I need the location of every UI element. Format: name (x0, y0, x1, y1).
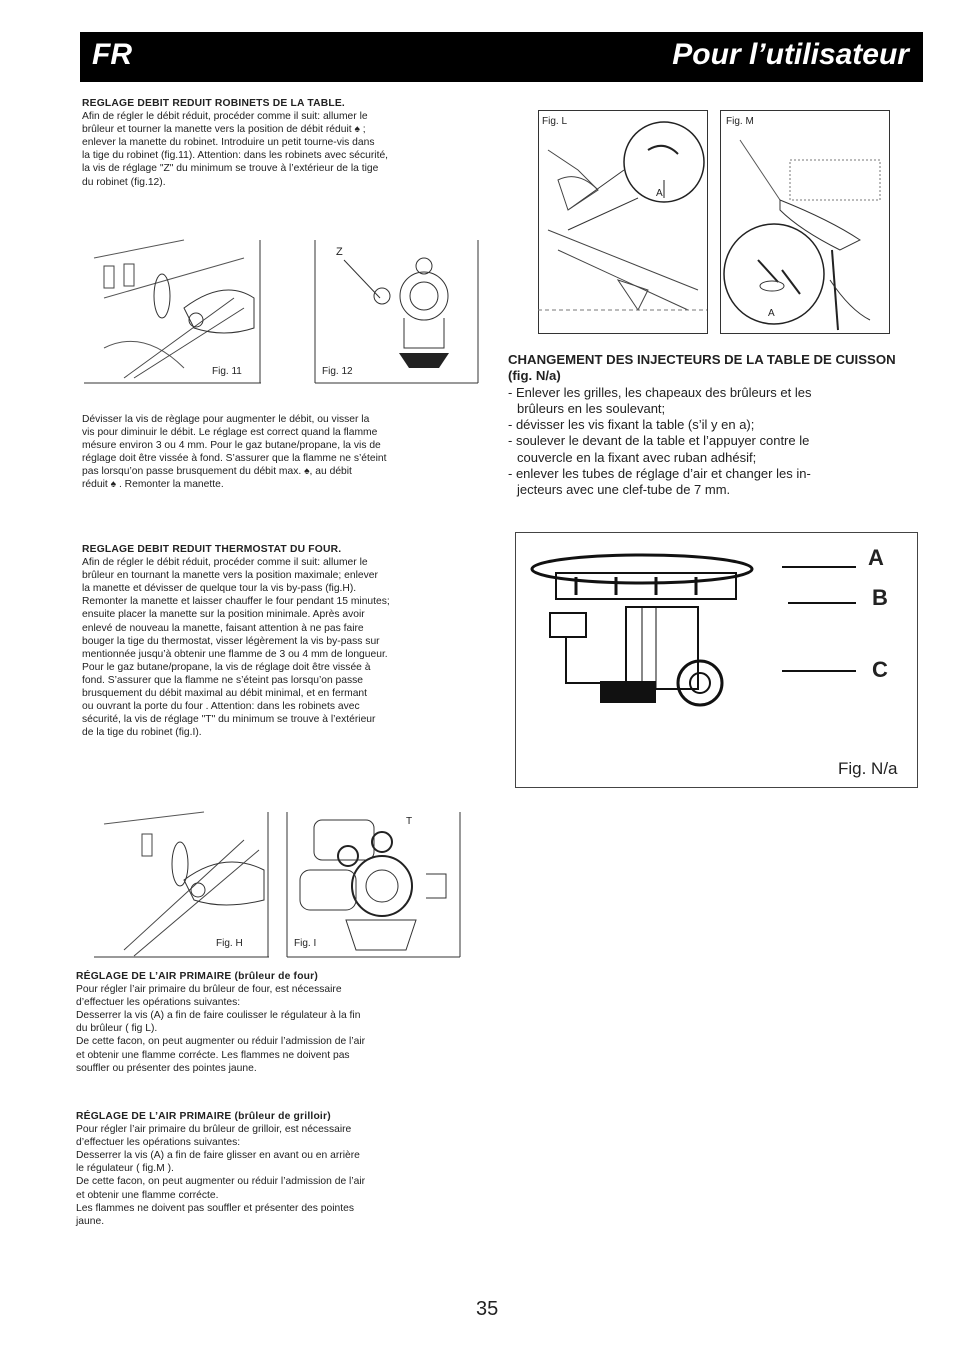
text-line: jaune. (76, 1215, 105, 1227)
section-injectors (508, 352, 900, 499)
text-line: jecteurs avec une clef-tube de 7 mm. (517, 482, 731, 498)
text-line: brûleur et tourner la manette vers la position de débit réduit ♠ ; (82, 124, 366, 136)
screw-marker-z: Z (336, 246, 343, 258)
text-line: et obtenir une flamme corrécte. Les flammes ne doivent pas (76, 1049, 350, 1061)
text-line: Dévisser la vis de règlage pour augmenter le débit, ou visser la (82, 414, 370, 425)
figure-12 (314, 238, 480, 384)
text-line: brusquement du débit maximal au débit minimal, et en fermant (82, 688, 368, 700)
figure-label: Fig. N/a (838, 759, 898, 778)
text-line: Afin de régler le débit réduit, procéder comme il suit: allumer le (82, 111, 368, 123)
figure-label: Fig. L (542, 116, 568, 127)
section-primary-air-grill (76, 1110, 468, 1228)
figure-i (286, 810, 462, 958)
text-line: Pour le gaz butane/propane, la vis de réglage doit être vissée à (82, 661, 371, 673)
screw-marker-a: A (768, 308, 775, 319)
part-label-c: C (872, 657, 888, 682)
figure-m (720, 110, 890, 334)
text-line: enlevé de nouveau la manette, faisant attention à ne pas faire (82, 622, 364, 634)
text-line: Remonter la manette et laisser chauffer le four pendant 15 minutes; (82, 596, 390, 608)
page-title: Pour l’utilisateur (672, 38, 909, 71)
text-line: couvercle en la fixant avec ruban adhésif; (517, 449, 757, 465)
text-line: ensuite placer la manette sur la position minimale. Après avoir (82, 609, 365, 621)
screw-marker-t: T (406, 816, 413, 827)
text-line: du brûleur ( fig L). (76, 1023, 158, 1035)
section-heading: CHANGEMENT DES INJECTEURS DE LA TABLE DE CUISSON (fig. N/a) (508, 352, 896, 384)
section-heading: RÉGLAGE DE L’AIR PRIMAIRE (brûleur de grilloir) (76, 1111, 331, 1122)
text-line: mentionnée jusqu’à obtenir une flamme de 3 ou 4 mm de longueur. (82, 648, 388, 660)
figure-l (538, 110, 708, 334)
figure-label: Fig. 11 (212, 366, 242, 377)
text-line: mésure environ 3 ou 4 mm. Pour le gaz butane/propane, la vis de (82, 440, 381, 452)
section-oven-thermostat (82, 543, 477, 739)
text-line: ou ouvrant la porte du four . Attention: dans les robinets avec (82, 701, 360, 713)
figure-11 (84, 238, 262, 384)
figure-label: Fig. 12 (322, 366, 353, 377)
part-label-a: A (868, 545, 884, 570)
text-line: Les flammes ne doivent pas souffler et présenter des pointes (76, 1202, 354, 1214)
text-line: la vis de réglage "Z" du minimum se trouve à l’extérieur de la tige (82, 163, 379, 175)
text-line: d’effectuer les opérations suivantes: (76, 1137, 241, 1149)
text-line: réglage doit être vissée à fond. S’assurer que la flamme ne s’éteint (82, 453, 387, 465)
text-line: - enlever les tubes de réglage d’air et changer les in- (508, 466, 811, 482)
text-line: brûleur en tournant la manette vers la position maximale; enlever (82, 570, 378, 582)
text-line: la tige du robinet (fig.11). Attention: dans les robinets avec sécurité, (82, 150, 389, 162)
screw-marker-a: A (656, 188, 663, 199)
text-line: bouger la tige du thermostat, visser légèrement la vis by-pass sur (82, 635, 380, 647)
text-line: fond. S’assurer que la flamme ne s’éteint pas lorsqu’on passe (82, 674, 364, 686)
text-line: réduit ♠ . Remonter la manette. (82, 479, 224, 491)
text-line: sécurité, la vis de réglage "T" du minimum se trouve à l’extérieur (82, 714, 376, 726)
text-line: Pour régler l’air primaire du brûleur de grilloir, est nécessaire (76, 1124, 352, 1136)
figure-label: Fig. I (294, 938, 317, 949)
figure-label: Fig. H (216, 938, 243, 949)
text-line: - Enlever les grilles, les chapeaux des brûleurs et les (508, 384, 812, 400)
text-line: - soulever le devant de la table et l’appuyer contre le (508, 433, 810, 449)
text-line: Desserrer la vis (A) a fin de faire coulisser le régulateur à la fin (76, 1010, 361, 1022)
text-line: Desserrer la vis (A) a fin de faire glisser en avant ou en arrière (76, 1150, 360, 1162)
text-line: du robinet (fig.12). (82, 176, 166, 188)
text-line: brûleurs en les soulevant; (517, 400, 666, 416)
text-line: enlever la manette du robinet. Introduire un petit tourne-vis dans (82, 137, 375, 149)
section-heading: REGLAGE DEBIT REDUIT THERMOSTAT DU FOUR. (82, 544, 342, 555)
section-primary-air-oven (76, 970, 468, 1075)
part-label-b: B (872, 585, 888, 610)
page-header (80, 32, 923, 82)
text-line: Pour régler l’air primaire du brûleur de four, est nécessaire (76, 984, 342, 996)
text-line: De cette facon, on peut augmenter ou réduir l’admission de l’air (76, 1036, 366, 1048)
figure-h (94, 810, 270, 958)
text-line: Afin de régler le débit réduit, procéder comme il suit: allumer le (82, 557, 368, 569)
section-table-taps (82, 97, 477, 189)
text-line: et obtenir une flamme corrécte. (76, 1189, 219, 1201)
text-line: le régulateur ( fig.M ). (76, 1163, 174, 1175)
text-line: vis pour diminuir le débit. Le réglage est correct quand la flamme (82, 427, 378, 439)
text-line: la manette et dévisser de quelque tour la vis by-pass (fig.H). (82, 583, 357, 595)
section-heading: REGLAGE DEBIT REDUIT ROBINETS DE LA TABLE. (82, 98, 345, 109)
language-tag: FR (92, 38, 132, 71)
text-line: souffler ou présenter des pointes jaune. (76, 1062, 257, 1074)
section-table-taps-continued (82, 413, 477, 492)
section-heading: RÉGLAGE DE L’AIR PRIMAIRE (brûleur de four) (76, 971, 319, 982)
page-number: 35 (476, 1298, 499, 1320)
text-line: De cette facon, on peut augmenter ou réduir l’admission de l’air (76, 1176, 366, 1188)
text-line: de la tige du robinet (fig.I). (82, 727, 202, 739)
figure-label: Fig. M (726, 116, 754, 127)
text-line: - dévisser les vis fixant la table (s’il y en a); (508, 417, 755, 433)
text-line: d’effectuer les opérations suivantes: (76, 997, 241, 1009)
text-line: pas lorsqu’on passe brusquement du débit max. ♠, au débit (82, 466, 352, 478)
figure-n-a (515, 532, 918, 788)
